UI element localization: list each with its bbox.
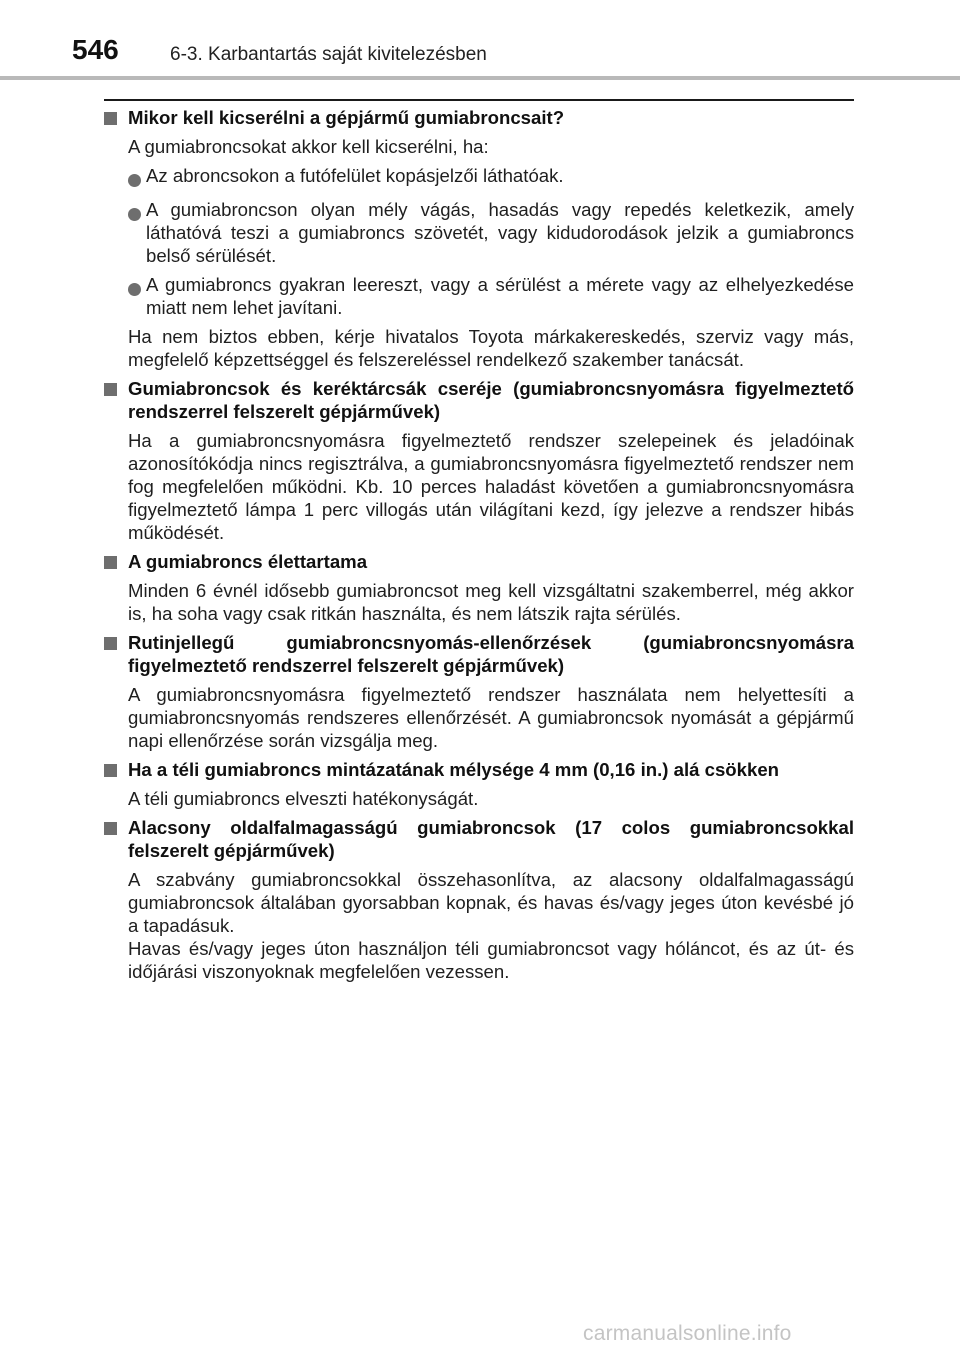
square-bullet-icon <box>104 631 128 677</box>
watermark: carmanualsonline.info <box>583 1322 792 1345</box>
section-heading <box>104 377 854 423</box>
page-header <box>0 0 960 80</box>
section-title: Alacsony oldalfalmagasságú gumiabroncsok (17 colos gumiabroncsokkal felszerelt gépjárművek) <box>128 817 854 861</box>
section-heading <box>104 106 854 129</box>
section-heading <box>104 816 854 862</box>
list-item-text: Az abroncsokon a futófelület kopásjelzői láthatóak. <box>146 165 564 186</box>
circle-bullet-icon <box>128 164 146 192</box>
paragraph: A gumiabroncsnyomásra figyelmeztető rendszer használata nem helyettesíti a gumiabroncsnyomás rendszeres ellenőrzését. A gumiabroncsok nyomását a gépjármű napi ellenőrzése során vizsgálja meg. <box>128 684 854 751</box>
list-item <box>128 198 854 267</box>
section-title: Ha a téli gumiabroncs mintázatának mélysége 4 mm (0,16 in.) alá csökken <box>128 759 780 780</box>
paragraph: A téli gumiabroncs elveszti hatékonyságát. <box>128 788 479 809</box>
page-number: 546 <box>72 34 119 65</box>
list-item <box>128 164 854 192</box>
list-item <box>128 273 854 319</box>
square-bullet-icon <box>104 550 128 573</box>
paragraph: Minden 6 évnél idősebb gumiabroncsot meg kell vizsgáltatni szakemberrel, még akkor is, ha soha vagy csak ritkán használta, és nem látszik rajta sérülés. <box>128 580 854 624</box>
paragraph: Ha a gumiabroncsnyomásra figyelmeztető rendszer szelepeinek és jeladóinak azonosítókódja nincs regisztrálva, a gumiabroncsnyomásra figyelmeztető rendszer nem fog megfelelően működni. Kb. 10 perces haladást követően a gumiabroncsnyomásra figyelmeztető lámpa 1 perc villogás után világítani kezd, így jelezve a rendszer hibás működését. <box>128 430 854 543</box>
chapter-title: 6-3. Karbantartás saját kivitelezésben <box>170 44 487 65</box>
list-item-text: A gumiabroncs gyakran leereszt, vagy a sérülést a mérete vagy az elhelyezkedése miatt nem lehet javítani. <box>146 274 854 318</box>
section-heading <box>104 550 854 573</box>
page-content <box>104 106 854 983</box>
section-title: Gumiabroncsok és keréktárcsák cseréje (gumiabroncsnyomásra figyelmeztető rendszerrel felszerelt gépjárművek) <box>128 378 854 422</box>
paragraph: Ha nem biztos ebben, kérje hivatalos Toyota márkakereskedés, szerviz vagy más, megfelelő képzettséggel és felszereléssel rendelkező szakember tanácsát. <box>128 326 854 370</box>
header-bar <box>0 76 960 80</box>
section-heading <box>104 631 854 677</box>
section-heading <box>104 758 854 781</box>
section-title: Rutinjellegű gumiabroncsnyomás-ellenőrzések (gumiabroncsnyomásra figyelmeztető rendszerrel felszerelt gépjárművek) <box>128 632 854 676</box>
section-title: Mikor kell kicserélni a gépjármű gumiabroncsait? <box>128 107 565 128</box>
section-rule <box>104 99 854 101</box>
paragraph: A gumiabroncsokat akkor kell kicserélni, ha: <box>128 136 489 157</box>
paragraph: A szabvány gumiabroncsokkal összehasonlítva, az alacsony oldalfalmagasságú gumiabroncsok általában gyorsabban kopnak, és havas és/vagy jeges úton kevésbé jó a tapadásuk. <box>128 869 854 936</box>
square-bullet-icon <box>104 816 128 862</box>
square-bullet-icon <box>104 758 128 781</box>
square-bullet-icon <box>104 106 128 129</box>
circle-bullet-icon <box>128 273 146 319</box>
square-bullet-icon <box>104 377 128 423</box>
list-item-text: A gumiabroncson olyan mély vágás, hasadás vagy repedés keletkezik, amely láthatóvá teszi a gumiabroncs szövetét, vagy kidudorodások jelzik a gumiabroncs belső sérülését. <box>146 199 854 266</box>
section-title: A gumiabroncs élettartama <box>128 551 368 572</box>
circle-bullet-icon <box>128 198 146 267</box>
paragraph: Havas és/vagy jeges úton használjon téli gumiabroncsot vagy hóláncot, és az út- és időjárási viszonyoknak megfelelően vezessen. <box>128 938 854 982</box>
